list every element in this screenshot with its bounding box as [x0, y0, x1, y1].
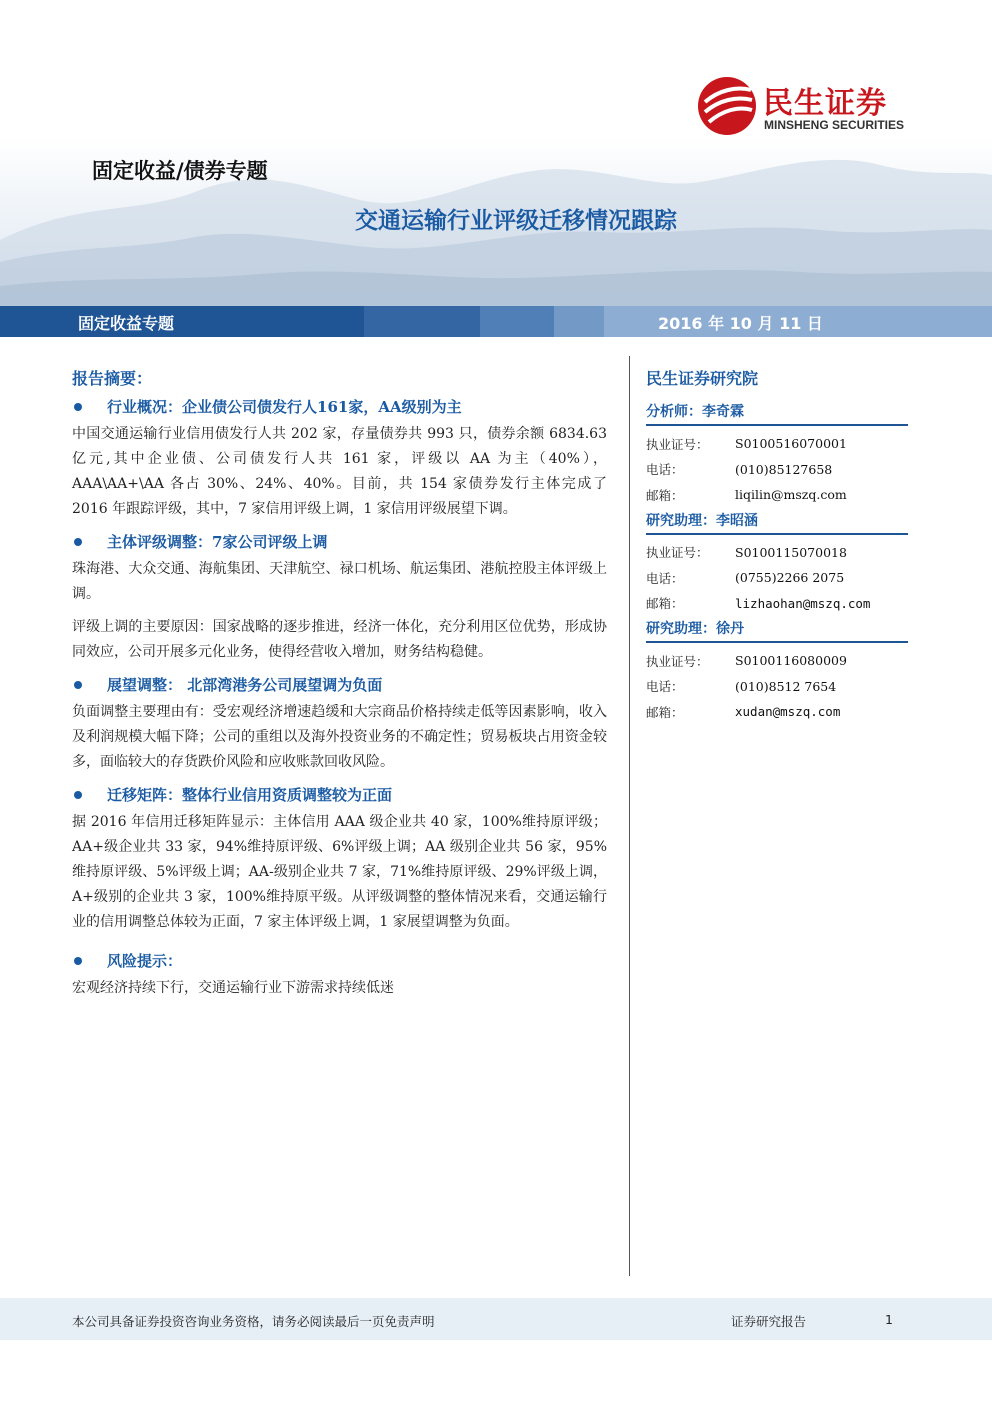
mountain-landscape	[0, 0, 992, 306]
section-heading	[72, 673, 607, 697]
minsheng-emblem-icon	[697, 76, 757, 136]
license-number: S0100116080009	[735, 653, 847, 669]
section-heading	[72, 949, 607, 973]
section-heading	[72, 395, 607, 419]
email-link[interactable]: xudan@mszq.com	[735, 704, 841, 720]
report-date: 2016 年 10 月 11 日	[658, 314, 823, 333]
abstract-column	[72, 366, 607, 1009]
paragraph: 负面调整主要理由有：受宏观经济增速趋缓和大宗商品价格持续走低等因素影响，收入及利润规模大幅下降；公司的重组以及海外投资业务的不确定性；贸易板块占用资金较多，面临较大的存货跌价风险和应收账款回收风险。	[72, 704, 607, 770]
section-heading-text: 展望调整： 北部湾港务公司展望调为负面	[107, 676, 383, 694]
bullet-icon	[74, 538, 82, 546]
field-label: 邮箱：	[646, 596, 684, 612]
paragraph: 宏观经济持续下行，交通运输行业下游需求持续低迷	[72, 980, 394, 996]
section-heading	[72, 530, 607, 554]
logo-name-cn: 民生证券	[763, 86, 887, 121]
phone-row	[646, 565, 908, 591]
analyst-sidebar	[646, 366, 908, 727]
logo-name-en: MINSHENG SECURITIES	[764, 118, 905, 132]
section-heading	[72, 783, 607, 807]
band-label: 固定收益专题	[78, 314, 175, 333]
minsheng-logo	[697, 76, 927, 136]
phone-row	[646, 674, 908, 700]
institute-name: 民生证券研究院	[646, 369, 759, 388]
report-category: 固定收益/债券专题	[92, 158, 268, 183]
phone-row	[646, 457, 908, 483]
analyst-block	[646, 401, 908, 508]
license-row	[646, 648, 908, 674]
field-label: 执业证号：	[646, 436, 709, 452]
field-label: 电话：	[646, 570, 684, 586]
paragraph: 中国交通运输行业信用债发行人共 202 家，存量债券共 993 只，债券余额 6834.63 亿元,其中企业债、公司债发行人共 161 家，评级以 AA 为主（40%），AAA\AA+\AA 各占 30%、24%、40%。目前，共 154 家债券发行主体完成了 2016 年跟踪评级，其中，7 家信用评级上调，1 家信用评级展望下调。	[72, 426, 607, 517]
footer-doc-type: 证券研究报告	[731, 1314, 807, 1329]
footer-disclaimer: 本公司具备证券投资咨询业务资格，请务必阅读最后一页免责声明	[72, 1314, 435, 1329]
section-heading-text: 主体评级调整：7家公司评级上调	[107, 533, 328, 551]
page-number: 1	[885, 1312, 893, 1327]
header-background	[0, 0, 992, 306]
report-title: 交通运输行业评级迁移情况跟踪	[355, 208, 677, 234]
section-heading-text: 迁移矩阵：整体行业信用资质调整较为正面	[107, 786, 393, 804]
section-heading-text: 行业概况：企业债公司债发行人161家，AA级别为主	[107, 398, 462, 416]
analyst-block	[646, 618, 908, 725]
license-row	[646, 431, 908, 457]
abstract-section	[72, 673, 607, 775]
abstract-heading: 报告摘要：	[72, 369, 153, 388]
paragraph: 评级上调的主要原因：国家战略的逐步推进，经济一体化，充分利用区位优势，形成协同效应，公司开展多元化业务，使得经营收入增加，财务结构稳健。	[72, 619, 607, 660]
paragraph: 珠海港、大众交通、海航集团、天津航空、禄口机场、航运集团、港航控股主体评级上调。	[72, 561, 607, 602]
field-label: 电话：	[646, 679, 684, 695]
abstract-section	[72, 395, 607, 522]
field-label: 邮箱：	[646, 704, 684, 720]
analyst-name: 研究助理：李昭涵	[646, 510, 908, 535]
title-band	[0, 306, 992, 337]
email-row	[646, 482, 908, 508]
analyst-name: 分析师：李奇霖	[646, 401, 908, 426]
license-number: S0100516070001	[735, 436, 847, 452]
email-row	[646, 591, 908, 617]
bullet-icon	[74, 403, 82, 411]
email-link[interactable]: liqilin@mszq.com	[735, 487, 847, 503]
abstract-section	[72, 783, 607, 935]
abstract-section	[72, 530, 607, 665]
email-link[interactable]: lizhaohan@mszq.com	[735, 595, 871, 611]
analyst-block	[646, 510, 908, 617]
abstract-section	[72, 949, 607, 1001]
bullet-icon	[74, 681, 82, 689]
paragraph: 据 2016 年信用迁移矩阵显示：主体信用 AAA 级企业共 40 家，100%维持原评级；AA+级企业共 33 家，94%维持原评级、6%评级上调；AA 级别企业共 56 家，95%维持原评级、5%评级上调；AA-级别企业共 7 家，71%维持原评级、29%评级上调，A+级别的企业共 3 家，100%维持原平级。从评级调整的整体情况来看，交通运输行业的信用调整总体较为正面，7 家主体评级上调，1 家展望调整为负面。	[72, 814, 607, 930]
bullet-icon	[74, 957, 82, 965]
license-row	[646, 540, 908, 566]
field-label: 邮箱：	[646, 487, 684, 503]
phone-number: (0755)2266 2075	[735, 570, 845, 586]
section-heading-text: 风险提示：	[107, 952, 183, 970]
field-label: 执业证号：	[646, 653, 709, 669]
email-row	[646, 699, 908, 725]
phone-number: (010)8512 7654	[735, 678, 837, 694]
phone-number: (010)85127658	[735, 461, 833, 477]
field-label: 电话：	[646, 462, 684, 478]
column-divider	[629, 356, 630, 1276]
bullet-icon	[74, 791, 82, 799]
analyst-name: 研究助理：徐丹	[646, 618, 908, 643]
field-label: 执业证号：	[646, 545, 709, 561]
page-footer	[0, 1298, 992, 1340]
license-number: S0100115070018	[735, 544, 847, 560]
